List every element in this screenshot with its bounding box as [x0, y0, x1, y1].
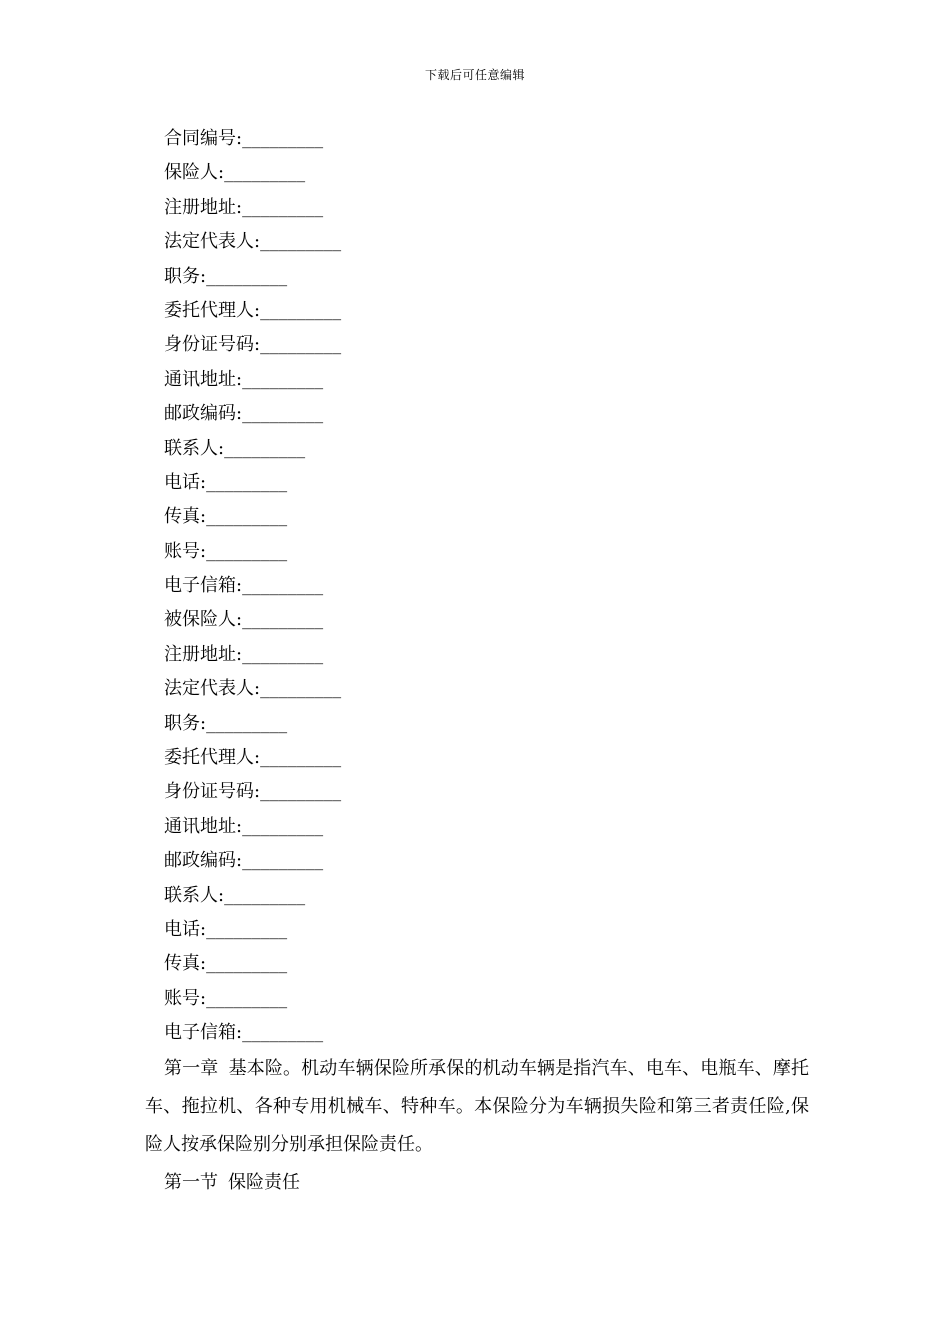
form-field-line: 注册地址:_________ — [164, 196, 324, 218]
chapter-paragraph — [145, 1050, 809, 1164]
form-field-line: 电子信箱:_________ — [164, 1022, 324, 1044]
form-field-line: 委托代理人:_________ — [164, 747, 342, 769]
form-field-line: 邮政编码:_________ — [164, 403, 324, 425]
form-field-line: 法定代表人:_________ — [164, 231, 342, 253]
form-field-line: 注册地址:_________ — [164, 643, 324, 665]
form-field-line: 电话:_________ — [164, 471, 288, 493]
form-field-line: 电话:_________ — [164, 918, 288, 940]
form-field-line: 职务:_________ — [164, 265, 288, 287]
form-field-line: 合同编号:_________ — [164, 128, 324, 149]
document-body — [145, 1050, 809, 1202]
section-title: 第一节 — [164, 1172, 218, 1193]
header-note: 下载后可任意编辑 — [424, 68, 525, 82]
chapter-title-name: 基本险。 — [228, 1058, 302, 1079]
form-field-line: 联系人:_________ — [164, 437, 306, 459]
form-field-line: 电子信箱:_________ — [164, 575, 324, 597]
form-field-line: 账号:_________ — [164, 987, 288, 1009]
form-field-line: 身份证号码:_________ — [164, 334, 342, 356]
form-field-line: 通讯地址:_________ — [164, 815, 324, 837]
form-field-line: 身份证号码:_________ — [164, 781, 342, 803]
form-field-line: 账号:_________ — [164, 540, 288, 562]
chapter-text: 机动车辆保险所承保的机动车辆是指汽车、电车、电瓶车、摩托车、拖拉机、各种专用机械车、特种车。本保险分为车辆损失险和第三者责任险,保险人按承保险别分别承担保险责任。 — [145, 1058, 810, 1155]
section-heading — [145, 1164, 809, 1202]
form-field-line: 委托代理人:_________ — [164, 299, 342, 321]
form-field-line: 联系人:_________ — [164, 884, 306, 906]
form-field-line: 保险人:_________ — [164, 162, 306, 184]
section-title-name: 保险责任 — [228, 1172, 300, 1193]
contract-field-list — [164, 122, 341, 1051]
form-field-line: 传真:_________ — [164, 953, 288, 975]
form-field-line: 通讯地址:_________ — [164, 368, 324, 390]
form-field-line: 传真:_________ — [164, 506, 288, 528]
form-field-line: 法定代表人:_________ — [164, 678, 342, 700]
form-field-line: 职务:_________ — [164, 712, 288, 734]
form-field-line: 被保险人:_________ — [164, 609, 324, 631]
chapter-title: 第一章 — [164, 1058, 219, 1079]
form-field-line: 邮政编码:_________ — [164, 850, 324, 872]
